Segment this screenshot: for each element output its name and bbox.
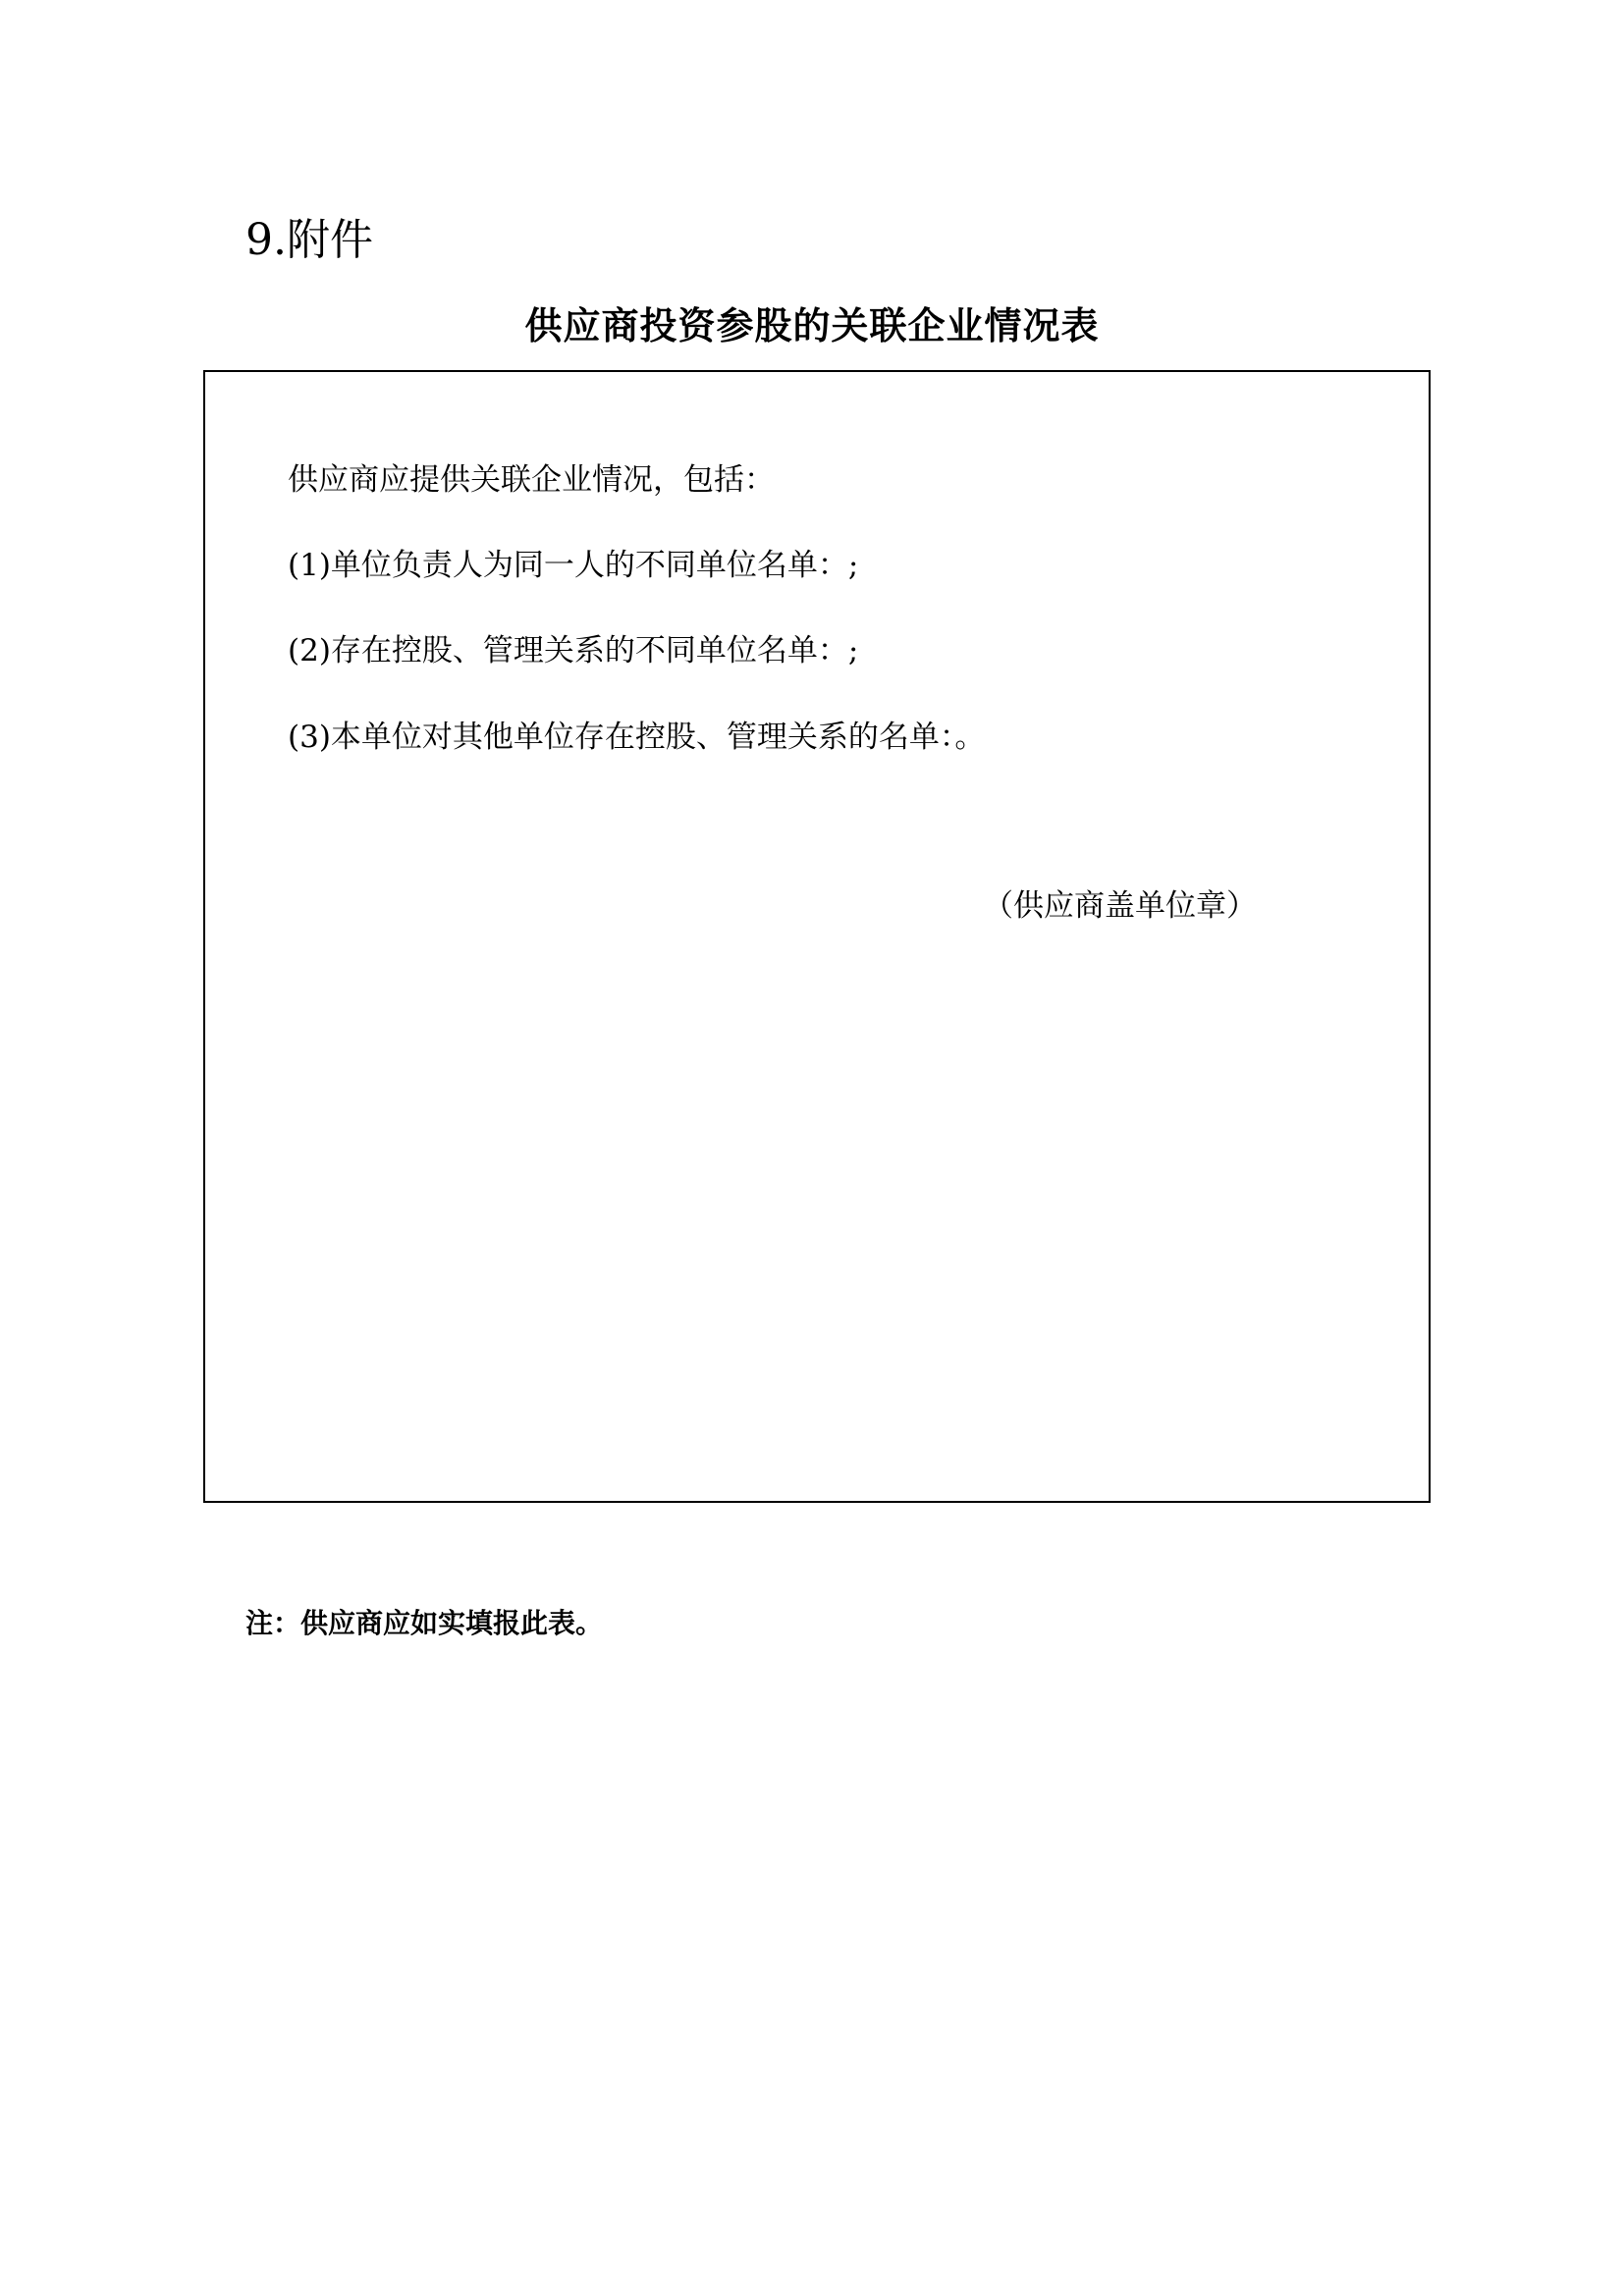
form-item-2: (2)存在控股、管理关系的不同单位名单：; [288,633,859,668]
form-box [203,370,1431,1503]
form-title: 供应商投资参股的关联企业情况表 [524,303,1100,347]
form-item-3: (3)本单位对其他单位存在控股、管理关系的名单：。 [288,720,986,755]
seal-note: （供应商盖单位章） [983,888,1257,924]
form-intro: 供应商应提供关联企业情况，包括： [288,462,775,498]
footnote: 注：供应商应如实填报此表。 [245,1607,604,1639]
form-item-1: (1)单位负责人为同一人的不同单位名单：; [288,548,859,583]
section-heading: 9.附件 [245,215,373,265]
